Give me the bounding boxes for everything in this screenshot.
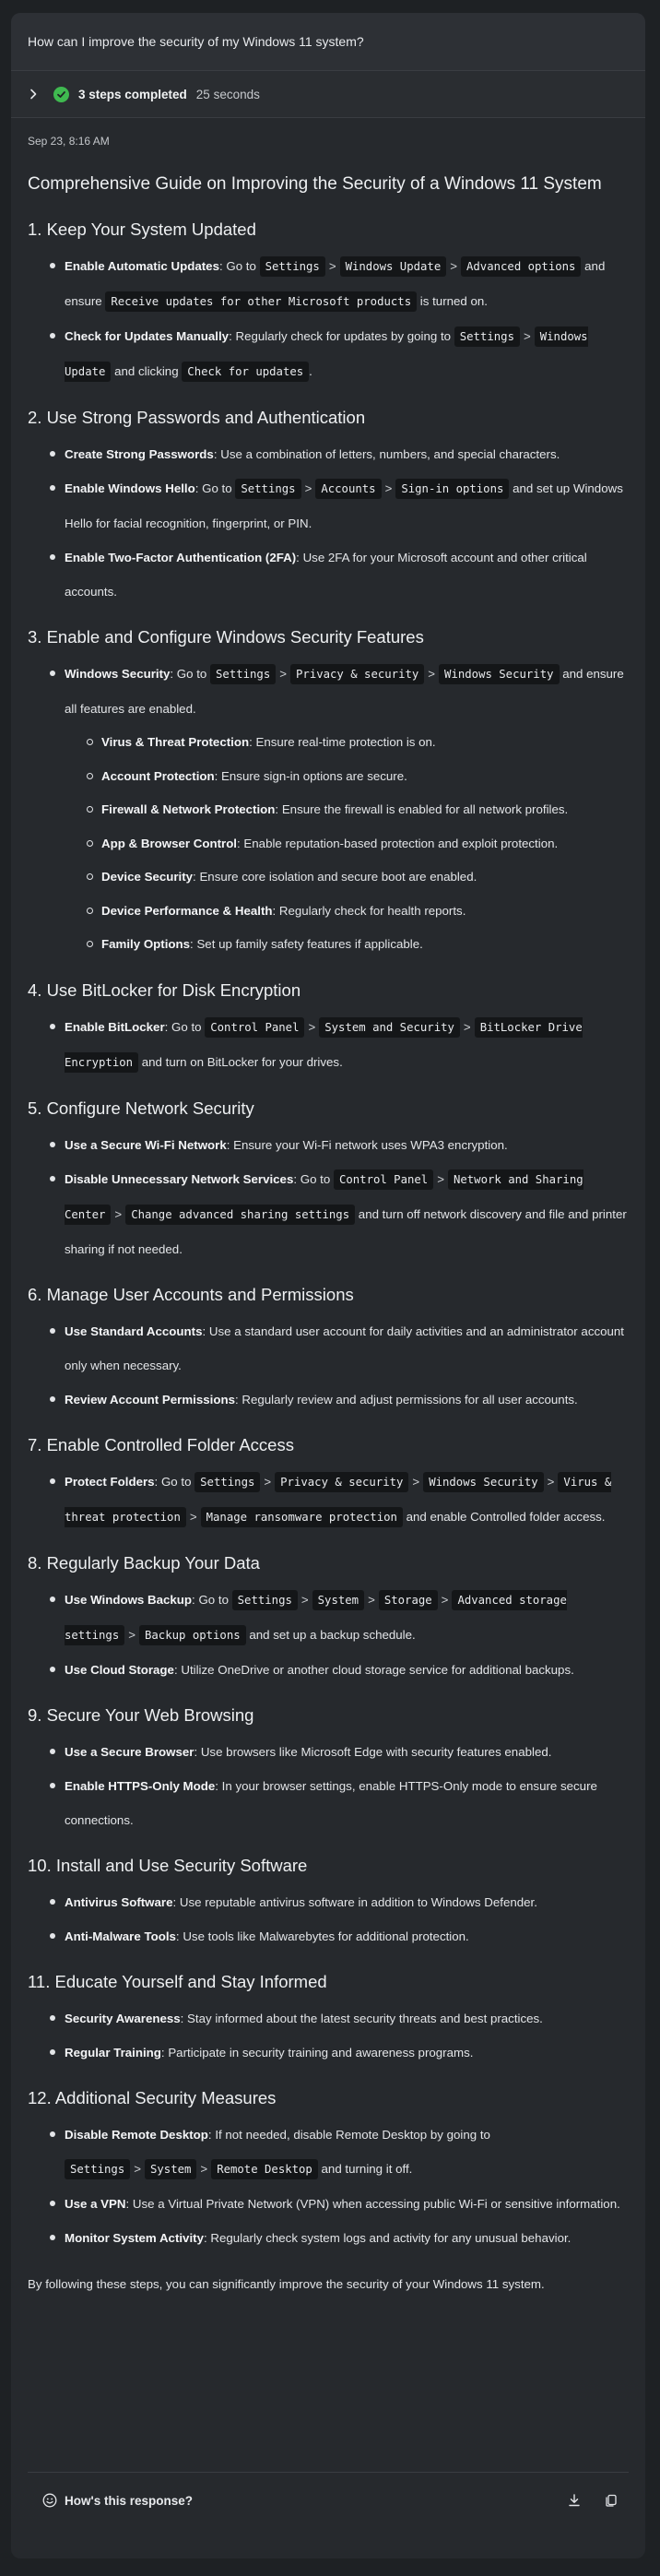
code-snippet: Check for updates xyxy=(182,362,309,382)
item-text: Use a Virtual Private Network (VPN) when accessing public Wi-Fi or sensitive information. xyxy=(132,2196,620,2211)
smile-icon xyxy=(42,2493,57,2508)
item-label: Disable Remote Desktop xyxy=(65,2127,208,2142)
section-list xyxy=(28,2001,629,2070)
list-item: Enable HTTPS-Only Mode: In your browser settings, enable HTTPS-Only mode to ensure secure connections. xyxy=(50,1769,629,1837)
path-separator: > xyxy=(279,667,288,681)
path-separator: > xyxy=(301,1592,309,1607)
item-label: Enable Two-Factor Authentication (2FA) xyxy=(65,551,297,564)
list-item: Monitor System Activity: Regularly check system logs and activity for any unusual behavior. xyxy=(50,2221,629,2255)
response-footer xyxy=(28,2472,629,2528)
item-text: Use reputable antivirus software in addition to Windows Defender. xyxy=(179,1894,537,1909)
list-item: Regular Training: Participate in security training and awareness programs. xyxy=(50,2036,629,2070)
item-label: Windows Security xyxy=(65,667,171,681)
settings-path-segment: Windows Update xyxy=(65,326,588,382)
settings-path-segment: Settings xyxy=(194,1472,260,1492)
path-separator: > xyxy=(200,2161,208,2176)
section-list xyxy=(28,1314,629,1417)
item-text: and enable Controlled folder access. xyxy=(402,1509,606,1524)
list-item: Disable Remote Desktop: If not needed, disable Remote Desktop by going to Settings > System > Remote Desktop and turning it off. xyxy=(50,2118,629,2187)
item-text: and clicking xyxy=(111,364,183,378)
section-list xyxy=(28,1465,629,1535)
item-text: Go to xyxy=(198,1592,232,1607)
item-text: Ensure core isolation and secure boot are enabled. xyxy=(199,870,477,884)
closing-text: By following these steps, you can significantly improve the security of your Windows 11 system. xyxy=(28,2276,545,2291)
path-separator: > xyxy=(308,1019,316,1034)
item-label: Account Protection xyxy=(101,768,215,783)
section-list xyxy=(28,1128,629,1266)
item-label: Security Awareness xyxy=(65,2011,181,2025)
list-item: Check for Updates Manually: Regularly check for updates by going to Settings > Windows Update and clicking Check for updates . xyxy=(50,319,629,389)
section-heading: 3. Enable and Configure Windows Security Features xyxy=(28,627,424,647)
item-label: Antivirus Software xyxy=(65,1894,173,1909)
section-heading: 11. Educate Yourself and Stay Informed xyxy=(28,1971,327,1991)
item-text: is turned on. xyxy=(417,294,488,308)
item-text: Regularly check for updates by going to xyxy=(235,329,454,343)
item-text: Utilize OneDrive or another cloud storage service for additional backups. xyxy=(181,1662,574,1677)
settings-path-segment: Virus & threat protection xyxy=(65,1472,611,1527)
item-text: and set up Windows Hello for facial recognition, fingerprint, or PIN. xyxy=(65,481,623,530)
settings-path-segment: Privacy & security xyxy=(275,1472,408,1492)
item-text: Stay informed about the latest security threats and best practices. xyxy=(187,2011,543,2025)
response-content xyxy=(11,118,645,2294)
item-text: Ensure your Wi-Fi network uses WPA3 encryption. xyxy=(233,1137,508,1152)
sub-list-item: Family Options: Set up family safety features if applicable. xyxy=(87,928,629,962)
item-label: Use a Secure Browser xyxy=(65,1744,194,1759)
guide-title: Comprehensive Guide on Improving the Security of a Windows 11 System xyxy=(28,174,602,194)
item-text: If not needed, disable Remote Desktop by going to xyxy=(215,2127,490,2142)
list-item: Enable BitLocker: Go to Control Panel > System and Security > BitLocker Drive Encryption and turn on BitLocker for your drives. xyxy=(50,1010,629,1080)
settings-path-segment: BitLocker Drive Encryption xyxy=(65,1017,583,1073)
section-list xyxy=(28,437,629,609)
item-text: Regularly check system logs and activity for any unusual behavior. xyxy=(210,2230,572,2245)
sub-list xyxy=(65,726,629,962)
item-text: and set up a backup schedule. xyxy=(245,1627,416,1642)
footer-actions xyxy=(566,2492,619,2509)
item-text: Go to xyxy=(300,1171,334,1186)
sub-list-item: Device Security: Ensure core isolation and secure boot are enabled. xyxy=(87,861,629,895)
settings-path-segment: Settings xyxy=(454,326,520,347)
item-text: Go to xyxy=(176,667,211,681)
sub-list-item: Account Protection: Ensure sign-in options are secure. xyxy=(87,760,629,794)
path-separator: > xyxy=(463,1019,471,1034)
item-text: Use a standard user account for daily activities and an administrator account only when necessary. xyxy=(65,1324,625,1372)
path-separator: > xyxy=(523,329,531,343)
section-list xyxy=(28,1735,629,1837)
settings-path-segment: Settings xyxy=(235,479,301,499)
path-separator: > xyxy=(428,667,436,681)
list-item: Use a Secure Wi-Fi Network: Ensure your Wi-Fi network uses WPA3 encryption. xyxy=(50,1128,629,1162)
path-separator: > xyxy=(437,1171,444,1186)
code-snippet: Receive updates for other Microsoft products xyxy=(105,291,417,312)
path-separator: > xyxy=(264,1474,272,1489)
settings-path-segment: System and Security xyxy=(319,1017,460,1038)
item-label: Use Cloud Storage xyxy=(65,1662,174,1677)
item-text: and turning it off. xyxy=(317,2161,413,2176)
item-text: Use tools like Malwarebytes for additional protection. xyxy=(183,1929,469,1943)
section-heading: 7. Enable Controlled Folder Access xyxy=(28,1434,294,1454)
settings-path-segment: Control Panel xyxy=(205,1017,304,1038)
item-text: Go to xyxy=(226,259,260,273)
user-question: How can I improve the security of my Windows 11 system? xyxy=(11,13,645,71)
item-text: . xyxy=(309,364,312,378)
settings-path-segment: Remote Desktop xyxy=(211,2159,318,2179)
item-label: Check for Updates Manually xyxy=(65,329,230,343)
section-heading: 5. Configure Network Security xyxy=(28,1098,254,1118)
path-separator: > xyxy=(328,259,336,273)
list-item: Review Account Permissions: Regularly review and adjust permissions for all user accounts. xyxy=(50,1383,629,1417)
item-text: and turn on BitLocker for your drives. xyxy=(138,1054,343,1069)
sub-list-item: Virus & Threat Protection: Ensure real-time protection is on. xyxy=(87,726,629,760)
item-text: Ensure real-time protection is on. xyxy=(255,735,436,749)
list-item: Windows Security: Go to Settings > Privacy & security > Windows Security and ensure all features are enabled. Virus & Threat Protection: Ensure real-time protection is on. Account Protection: Ensure sign-in options are secure. Firewall & Network Protection: Ensure the firewall is enabled for all network profiles. App & Browser Control: Enable reputation-based protection and exploit protection. Device Security: Ensure core isolation and secure boot are enabled. Device Performance & Health: Regularly check for health reports. Family Options: Set up family safety features if applicable. xyxy=(50,657,629,962)
item-label: Use a Secure Wi-Fi Network xyxy=(65,1137,227,1152)
settings-path-segment: System xyxy=(145,2159,196,2179)
list-item: Enable Windows Hello: Go to Settings > Accounts > Sign-in options and set up Windows Hello for facial recognition, fingerprint, or PIN. xyxy=(50,471,629,540)
item-label: Enable HTTPS-Only Mode xyxy=(65,1778,216,1793)
item-label: Anti-Malware Tools xyxy=(65,1929,176,1943)
item-text: Go to xyxy=(202,481,236,495)
path-separator: > xyxy=(134,2161,141,2176)
list-item: Use Windows Backup: Go to Settings > System > Storage > Advanced storage settings > Backup options and set up a backup schedule. xyxy=(50,1583,629,1653)
feedback-label: How's this response? xyxy=(65,2493,193,2508)
list-item: Disable Unnecessary Network Services: Go to Control Panel > Network and Sharing Center > Change advanced sharing settings and turn off network discovery and file and printer sharing if not needed. xyxy=(50,1162,629,1266)
path-separator: > xyxy=(441,1592,449,1607)
settings-path-segment: Windows Security xyxy=(423,1472,543,1492)
chevron-right-icon[interactable] xyxy=(28,87,42,101)
item-label: Review Account Permissions xyxy=(65,1392,235,1407)
settings-path-segment: Backup options xyxy=(139,1625,246,1645)
settings-path-segment: Control Panel xyxy=(334,1169,433,1190)
item-text: Go to xyxy=(171,1019,206,1034)
settings-path-segment: Windows Update xyxy=(340,256,447,277)
item-label: Firewall & Network Protection xyxy=(101,802,276,816)
sections-container xyxy=(28,218,629,2255)
list-item: Use Standard Accounts: Use a standard user account for daily activities and an administrator account only when necessary. xyxy=(50,1314,629,1383)
settings-path-segment: System xyxy=(312,1590,364,1610)
section-list xyxy=(28,1010,629,1080)
item-label: Regular Training xyxy=(65,2045,161,2060)
list-item: Use Cloud Storage: Utilize OneDrive or another cloud storage service for additional backups. xyxy=(50,1653,629,1687)
section-list xyxy=(28,657,629,962)
steps-label: 3 steps completed xyxy=(78,87,187,101)
steps-summary-toggle[interactable] xyxy=(11,71,645,118)
item-text: Enable reputation-based protection and exploit protection. xyxy=(243,836,559,850)
download-icon[interactable] xyxy=(566,2492,583,2509)
list-item: Enable Automatic Updates: Go to Settings > Windows Update > Advanced options and ensure Receive updates for other Microsoft products is turned on. xyxy=(50,249,629,319)
item-text: Ensure sign-in options are secure. xyxy=(221,768,407,783)
path-separator: > xyxy=(547,1474,555,1489)
steps-duration: 25 seconds xyxy=(195,87,260,101)
item-label: Family Options xyxy=(101,937,191,951)
path-separator: > xyxy=(450,259,457,273)
list-item: Antivirus Software: Use reputable antivirus software in addition to Windows Defender. xyxy=(50,1885,629,1919)
settings-path-segment: Advanced options xyxy=(461,256,581,277)
section-list xyxy=(28,1583,629,1687)
item-text: Go to xyxy=(160,1474,195,1489)
check-circle-icon xyxy=(53,87,69,102)
sub-list-item: Firewall & Network Protection: Ensure the firewall is enabled for all network profiles. xyxy=(87,793,629,827)
section-heading: 4. Use BitLocker for Disk Encryption xyxy=(28,979,301,1000)
list-item: Use a Secure Browser: Use browsers like Microsoft Edge with security features enabled. xyxy=(50,1735,629,1769)
path-separator: > xyxy=(384,481,393,495)
item-text: and ensure xyxy=(65,259,606,308)
section-heading: 8. Regularly Backup Your Data xyxy=(28,1552,260,1573)
settings-path-segment: Sign-in options xyxy=(395,479,509,499)
item-text: Use a combination of letters, numbers, and special characters. xyxy=(220,447,560,461)
section-list xyxy=(28,249,629,389)
item-label: Enable BitLocker xyxy=(65,1019,165,1034)
path-separator: > xyxy=(304,481,312,495)
sub-list-item: Device Performance & Health: Regularly check for health reports. xyxy=(87,895,629,929)
path-separator: > xyxy=(189,1509,197,1524)
item-text: Regularly check for health reports. xyxy=(278,903,466,918)
list-item: Anti-Malware Tools: Use tools like Malwarebytes for additional protection. xyxy=(50,1919,629,1953)
item-label: Enable Windows Hello xyxy=(65,481,195,495)
settings-path-segment: Settings xyxy=(65,2159,130,2179)
section-heading: 6. Manage User Accounts and Permissions xyxy=(28,1284,354,1304)
path-separator: > xyxy=(128,1627,136,1642)
item-text: Participate in security training and awareness programs. xyxy=(168,2045,474,2060)
settings-path-segment: Windows Security xyxy=(439,664,559,684)
item-label: Enable Automatic Updates xyxy=(65,259,219,273)
section-list xyxy=(28,2118,629,2255)
section-heading: 12. Additional Security Measures xyxy=(28,2087,277,2107)
item-text: Regularly review and adjust permissions for all user accounts. xyxy=(242,1392,578,1407)
copy-icon[interactable] xyxy=(603,2492,619,2509)
section-heading: 10. Install and Use Security Software xyxy=(28,1855,308,1875)
item-label: Use Windows Backup xyxy=(65,1592,193,1607)
section-heading: 1. Keep Your System Updated xyxy=(28,220,256,239)
item-label: Monitor System Activity xyxy=(65,2230,204,2245)
settings-path-segment: Storage xyxy=(379,1590,438,1610)
chat-card xyxy=(11,13,645,2558)
path-separator: > xyxy=(114,1206,123,1221)
item-text: Use 2FA for your Microsoft account and other critical accounts. xyxy=(65,551,587,599)
list-item: Use a VPN: Use a Virtual Private Network (VPN) when accessing public Wi-Fi or sensitive information. xyxy=(50,2187,629,2221)
settings-path-segment: Settings xyxy=(260,256,325,277)
item-label: Virus & Threat Protection xyxy=(101,735,250,749)
path-separator: > xyxy=(412,1474,420,1489)
settings-path-segment: Advanced storage settings xyxy=(65,1590,567,1645)
item-label: Use Standard Accounts xyxy=(65,1324,203,1338)
section-list xyxy=(28,1885,629,1953)
settings-path-segment: Network and Sharing Center xyxy=(65,1169,583,1225)
settings-path-segment: Manage ransomware protection xyxy=(201,1507,403,1527)
item-label: Device Performance & Health xyxy=(101,903,273,918)
item-text: and turn off network discovery and file and printer sharing if not needed. xyxy=(65,1206,627,1256)
settings-path-segment: Change advanced sharing settings xyxy=(125,1205,355,1225)
settings-path-segment: Settings xyxy=(210,664,276,684)
timestamp: Sep 23, 8:16 AM xyxy=(28,135,110,148)
list-item: Create Strong Passwords: Use a combination of letters, numbers, and special characters. xyxy=(50,437,629,471)
settings-path-segment: Accounts xyxy=(315,479,381,499)
section-heading: 2. Use Strong Passwords and Authentication xyxy=(28,408,366,427)
settings-path-segment: Privacy & security xyxy=(290,664,424,684)
list-item: Protect Folders: Go to Settings > Privacy & security > Windows Security > Virus & threat protection > Manage ransomware protection and enable Controlled folder access. xyxy=(50,1465,629,1535)
item-text: Use browsers like Microsoft Edge with security features enabled. xyxy=(200,1744,552,1759)
path-separator: > xyxy=(368,1592,375,1607)
item-text: and ensure all features are enabled. xyxy=(65,667,624,716)
item-label: Protect Folders xyxy=(65,1474,155,1489)
item-text: In your browser settings, enable HTTPS-Only mode to ensure secure connections. xyxy=(65,1778,597,1827)
item-label: Create Strong Passwords xyxy=(65,447,214,461)
section-heading: 9. Secure Your Web Browsing xyxy=(28,1704,254,1725)
item-label: App & Browser Control xyxy=(101,836,238,850)
item-label: Use a VPN xyxy=(65,2196,126,2211)
feedback-button[interactable] xyxy=(42,2493,193,2508)
item-label: Disable Unnecessary Network Services xyxy=(65,1171,294,1186)
item-text: Set up family safety features if applicable. xyxy=(196,937,423,951)
item-label: Device Security xyxy=(101,870,194,884)
list-item: Security Awareness: Stay informed about the latest security threats and best practices. xyxy=(50,2001,629,2036)
settings-path-segment: Settings xyxy=(232,1590,298,1610)
list-item: Enable Two-Factor Authentication (2FA): Use 2FA for your Microsoft account and other critical accounts. xyxy=(50,540,629,609)
item-text: Ensure the firewall is enabled for all network profiles. xyxy=(281,802,569,816)
sub-list-item: App & Browser Control: Enable reputation-based protection and exploit protection. xyxy=(87,827,629,861)
